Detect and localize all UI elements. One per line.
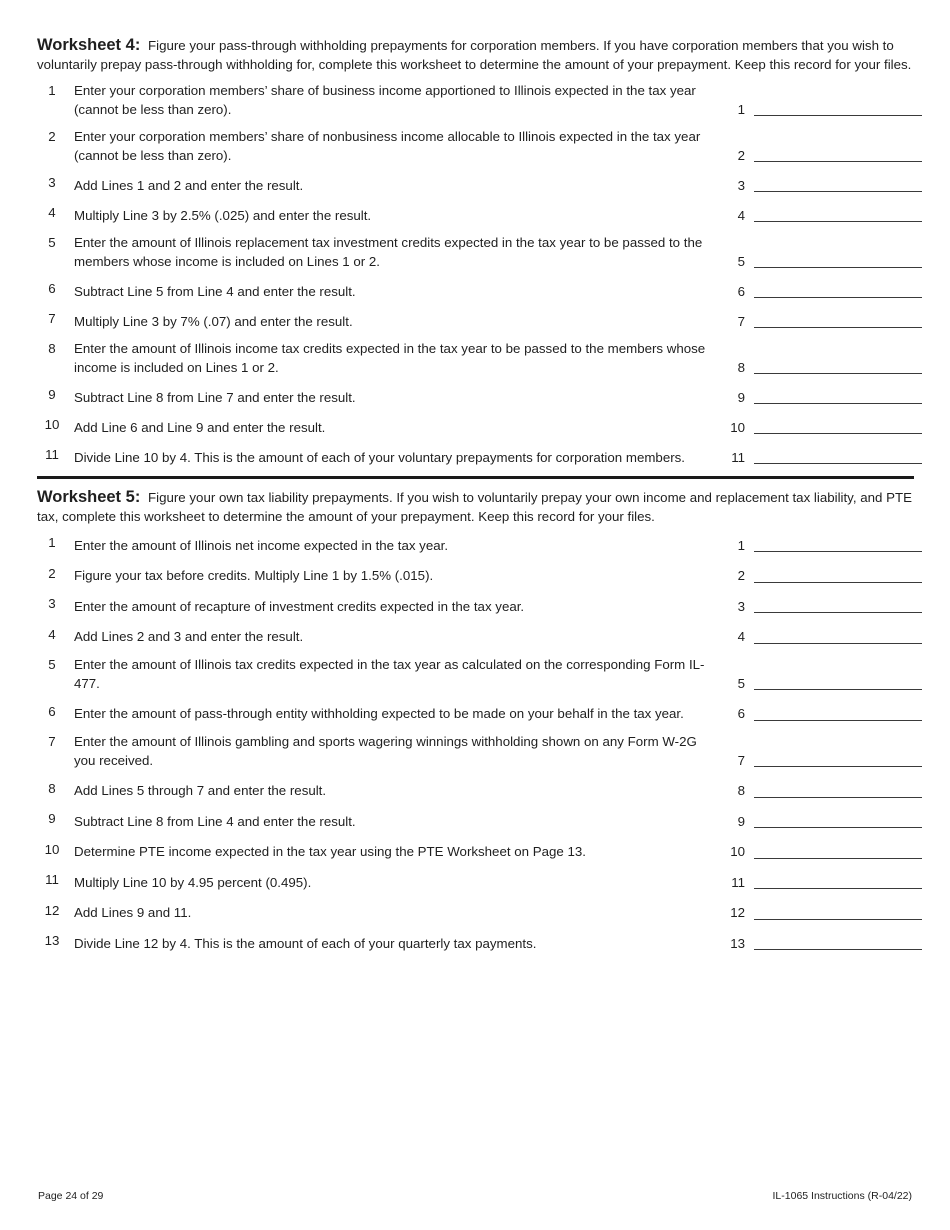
answer-line-number: 8 — [737, 359, 745, 375]
answer-field[interactable] — [754, 565, 922, 583]
line-instruction: Multiply Line 3 by 2.5% (.025) and enter the result. — [74, 207, 372, 223]
answer-line-number: 9 — [737, 389, 745, 405]
answer-field[interactable] — [754, 98, 922, 116]
worksheet-4-title: Worksheet 4: — [37, 36, 141, 54]
worksheet-line — [37, 780, 914, 801]
line-number: 11 — [45, 447, 59, 462]
line-number: 8 — [48, 341, 56, 356]
answer-line-number: 2 — [737, 568, 745, 583]
answer-field[interactable] — [754, 250, 922, 268]
worksheet-line — [37, 733, 914, 770]
worksheet-4-intro — [37, 36, 914, 74]
worksheet-4-lines — [37, 82, 914, 467]
answer-field[interactable] — [754, 932, 922, 950]
line-number: 1 — [48, 83, 56, 98]
answer-line-number: 4 — [737, 207, 745, 223]
section-divider — [37, 476, 914, 479]
page-number: Page 24 of 29 — [38, 1190, 104, 1202]
answer-field[interactable] — [754, 416, 922, 434]
answer-line-number: 13 — [730, 935, 745, 951]
worksheet-line — [37, 174, 914, 195]
line-instruction: Subtract Line 8 from Line 7 and enter the result. — [74, 389, 356, 405]
worksheet-5 — [37, 488, 914, 953]
worksheet-line — [37, 82, 914, 119]
answer-field[interactable] — [754, 446, 922, 464]
worksheet-line — [37, 310, 914, 331]
answer-line-number: 1 — [737, 101, 745, 117]
answer-field[interactable] — [754, 749, 922, 767]
worksheet-5-title: Worksheet 5: — [37, 488, 141, 506]
line-instruction: Enter the amount of Illinois replacement tax investment credits expected in the tax year to be passed to the members whose income is included on Lines 1 or 2. — [74, 235, 703, 269]
answer-field[interactable] — [754, 310, 922, 328]
worksheet-line — [37, 128, 914, 165]
line-instruction: Divide Line 12 by 4. This is the amount of each of your quarterly tax payments. — [74, 935, 537, 951]
answer-line-number: 12 — [730, 905, 745, 920]
answer-line-number: 11 — [731, 874, 745, 890]
line-instruction: Enter the amount of pass-through entity withholding expected to be made on your behalf in the tax year. — [74, 706, 684, 721]
line-number: 5 — [48, 235, 56, 250]
answer-field[interactable] — [754, 871, 922, 889]
line-number: 9 — [48, 387, 56, 402]
line-number: 3 — [48, 175, 56, 190]
line-instruction: Add Lines 2 and 3 and enter the result. — [74, 629, 304, 644]
answer-field[interactable] — [754, 356, 922, 374]
line-number: 10 — [44, 417, 60, 432]
worksheet-line — [37, 234, 914, 271]
worksheet-line — [37, 534, 914, 555]
line-instruction: Add Lines 5 through 7 and enter the result. — [74, 783, 327, 798]
line-instruction: Add Line 6 and Line 9 and enter the result. — [74, 419, 326, 435]
line-number: 2 — [48, 565, 56, 581]
line-number: 3 — [48, 596, 56, 611]
worksheet-line — [37, 204, 914, 225]
answer-line-number: 3 — [737, 598, 745, 614]
answer-field[interactable] — [754, 672, 922, 690]
answer-line-number: 9 — [737, 813, 745, 829]
worksheet-line — [37, 386, 914, 407]
answer-line-number: 11 — [731, 449, 745, 465]
line-number: 7 — [48, 311, 56, 326]
worksheet-4-description: Figure your pass-through withholding prepayments for corporation members. If you have corporation members that you wish to voluntarily prepay pass-through withholding for, complete this worksheet to determine the amount of your prepayment. Keep this record for your files. — [37, 38, 912, 72]
worksheet-5-description: Figure your own tax liability prepayments. If you wish to voluntarily prepay your own income and replacement tax liability, and PTE tax, complete this worksheet to determine the amount of your prepayment. Keep this record for your files. — [37, 490, 912, 524]
line-number: 6 — [48, 281, 56, 296]
worksheet-line — [37, 416, 914, 437]
worksheet-line — [37, 703, 914, 724]
line-instruction: Enter the amount of recapture of investment credits expected in the tax year. — [74, 598, 525, 614]
answer-line-number: 2 — [737, 147, 745, 163]
line-instruction: Figure your tax before credits. Multiply Line 1 by 1.5% (.015). — [74, 568, 434, 583]
worksheet-line — [37, 656, 914, 693]
worksheet-line — [37, 932, 914, 953]
answer-line-number: 4 — [737, 629, 745, 644]
answer-line-number: 3 — [737, 177, 745, 193]
answer-field[interactable] — [754, 386, 922, 404]
answer-field[interactable] — [754, 780, 922, 798]
worksheet-line — [37, 340, 914, 377]
line-instruction: Determine PTE income expected in the tax year using the PTE Worksheet on Page 13. — [74, 844, 586, 859]
line-number: 10 — [44, 841, 60, 857]
line-instruction: Multiply Line 3 by 7% (.07) and enter the result. — [74, 313, 353, 329]
line-instruction: Add Lines 1 and 2 and enter the result. — [74, 177, 304, 193]
answer-field[interactable] — [754, 534, 922, 552]
answer-field[interactable] — [754, 626, 922, 644]
line-number: 11 — [45, 872, 59, 887]
answer-field[interactable] — [754, 902, 922, 920]
worksheet-5-lines — [37, 534, 914, 953]
worksheet-line — [37, 871, 914, 892]
line-number: 7 — [48, 734, 56, 749]
answer-line-number: 1 — [737, 537, 745, 553]
line-instruction: Enter your corporation members’ share of nonbusiness income allocable to Illinois expected in the tax year (cannot be less than zero). — [74, 129, 701, 163]
answer-line-number: 10 — [730, 844, 745, 859]
worksheet-line — [37, 841, 914, 862]
answer-field[interactable] — [754, 703, 922, 721]
answer-line-number: 7 — [737, 313, 745, 329]
line-instruction: Enter the amount of Illinois income tax credits expected in the tax year to be passed to the members whose income is included on Lines 1 or 2. — [74, 341, 706, 375]
line-instruction: Subtract Line 5 from Line 4 and enter the result. — [74, 283, 356, 299]
line-instruction: Enter your corporation members’ share of business income apportioned to Illinois expected in the tax year (cannot be less than zero). — [74, 83, 696, 117]
answer-field[interactable] — [754, 204, 922, 222]
form-identifier: IL-1065 Instructions (R-04/22) — [772, 1190, 912, 1202]
line-instruction: Divide Line 10 by 4. This is the amount of each of your voluntary prepayments for corporation members. — [74, 449, 685, 465]
line-number: 12 — [44, 902, 60, 918]
answer-line-number: 7 — [737, 752, 745, 768]
worksheet-5-intro — [37, 488, 914, 526]
answer-line-number: 6 — [737, 706, 745, 721]
line-instruction: Enter the amount of Illinois gambling and sports wagering winnings withholding shown on any Form W-2G you received. — [74, 734, 697, 768]
line-instruction: Enter the amount of Illinois net income expected in the tax year. — [74, 537, 449, 553]
worksheet-4 — [37, 36, 914, 467]
document-page — [37, 36, 914, 963]
answer-field[interactable] — [754, 841, 922, 859]
answer-line-number: 10 — [730, 419, 745, 435]
answer-line-number: 8 — [737, 783, 745, 798]
line-instruction: Subtract Line 8 from Line 4 and enter the result. — [74, 813, 356, 829]
line-number: 2 — [48, 129, 56, 144]
answer-field[interactable] — [754, 174, 922, 192]
line-number: 8 — [48, 780, 56, 796]
line-number: 9 — [48, 811, 56, 826]
answer-line-number: 5 — [737, 253, 745, 269]
line-number: 13 — [44, 933, 60, 948]
answer-line-number: 5 — [737, 675, 745, 691]
answer-line-number: 6 — [737, 283, 745, 299]
line-instruction: Enter the amount of Illinois tax credits expected in the tax year as calculated on the corresponding Form IL-477. — [74, 657, 705, 691]
worksheet-line — [37, 446, 914, 467]
line-instruction: Add Lines 9 and 11. — [74, 905, 192, 920]
worksheet-line — [37, 626, 914, 647]
worksheet-line — [37, 565, 914, 586]
line-number: 1 — [48, 535, 56, 550]
answer-field[interactable] — [754, 595, 922, 613]
line-number: 6 — [48, 703, 56, 719]
answer-field[interactable] — [754, 810, 922, 828]
answer-field[interactable] — [754, 280, 922, 298]
line-number: 4 — [48, 205, 56, 220]
line-instruction: Multiply Line 10 by 4.95 percent (0.495). — [74, 874, 312, 890]
worksheet-line — [37, 595, 914, 616]
line-number: 5 — [48, 657, 56, 672]
line-number: 4 — [48, 626, 56, 642]
worksheet-line — [37, 810, 914, 831]
answer-field[interactable] — [754, 144, 922, 162]
worksheet-line — [37, 902, 914, 923]
worksheet-line — [37, 280, 914, 301]
